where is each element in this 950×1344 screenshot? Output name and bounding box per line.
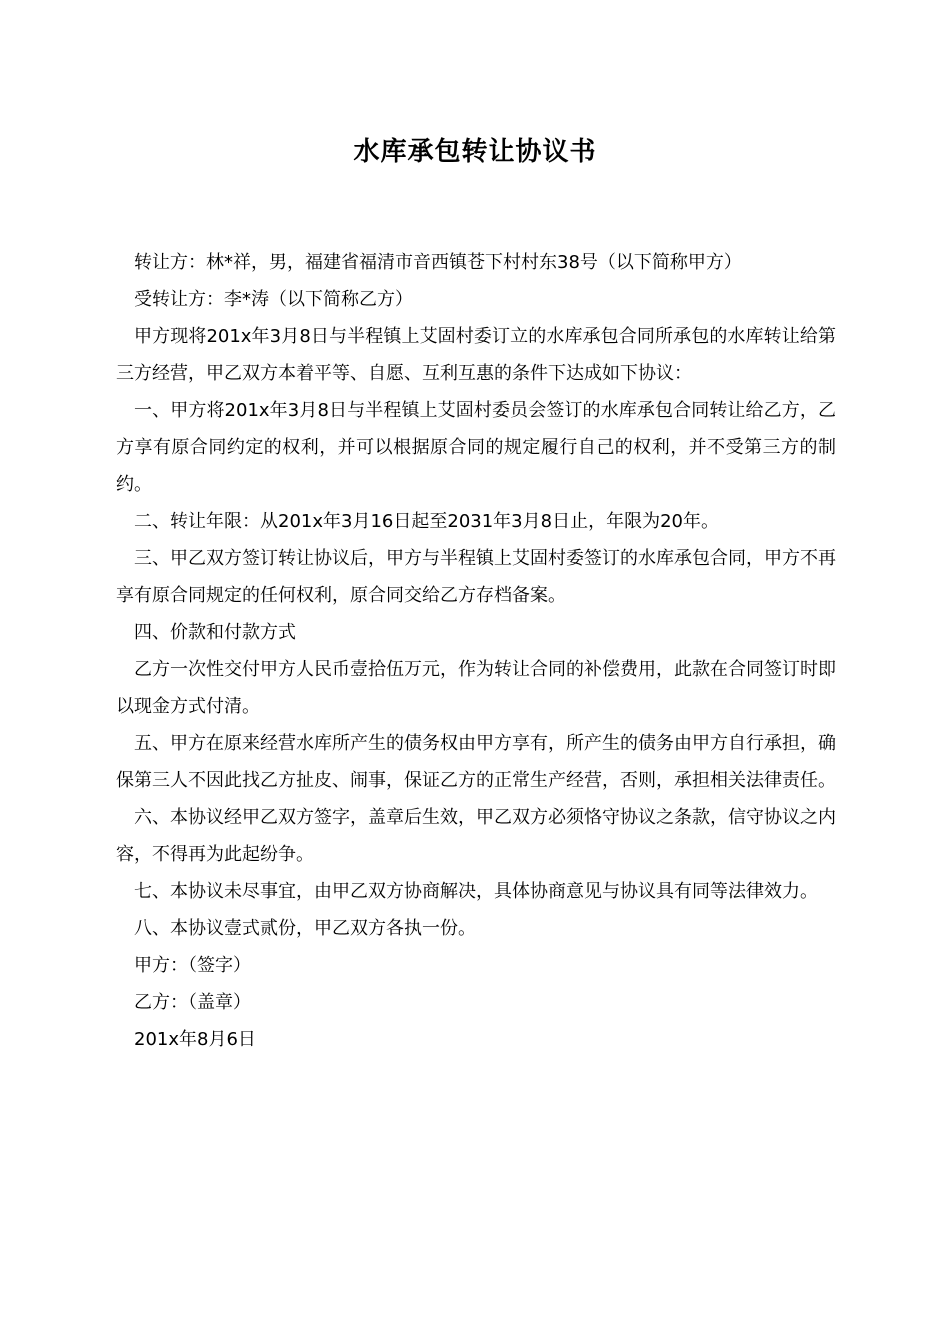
party-b-seal-line: 乙方：（盖章） — [134, 992, 251, 1013]
clause-1: 一、甲方将201x年3月8日与半程镇上艾固村委员会签订的水库承包合同转让给乙方，乙方享有原合同约定的权利，并可以根据原合同的规定履行自己的权利，并不受第三方的制约。 — [116, 400, 836, 495]
document-title: 水库承包转让协议书 — [353, 137, 597, 167]
clause-7: 七、本协议未尽事宜，由甲乙双方协商解决，具体协商意见与协议具有同等法律效力。 — [134, 881, 818, 902]
clause-4-body: 乙方一次性交付甲方人民币壹拾伍万元，作为转让合同的补偿费用，此款在合同签订时即以现金方式付清。 — [116, 659, 836, 717]
party-a-signature-line: 甲方：（签字） — [134, 955, 251, 976]
clause-3: 三、甲乙双方签订转让协议后，甲方与半程镇上艾固村委签订的水库承包合同，甲方不再享有原合同规定的任何权利，原合同交给乙方存档备案。 — [116, 548, 836, 606]
clause-8: 八、本协议壹式贰份，甲乙双方各执一份。 — [134, 918, 476, 939]
transferee-line: 受转让方：李*涛（以下简称乙方） — [134, 289, 413, 310]
clause-2: 二、转让年限：从201x年3月16日起至2031年3月8日止，年限为20年。 — [134, 511, 719, 532]
preamble-paragraph: 甲方现将201x年3月8日与半程镇上艾固村委订立的水库承包合同所承包的水库转让给第三方经营，甲乙双方本着平等、自愿、互利互惠的条件下达成如下协议： — [116, 326, 836, 384]
document-body — [116, 244, 836, 1058]
transferor-line: 转让方：林*祥，男，福建省福清市音西镇苍下村村东38号（以下简称甲方） — [134, 252, 742, 273]
clause-5: 五、甲方在原来经营水库所产生的债务权由甲方享有，所产生的债务由甲方自行承担，确保第三人不因此找乙方扯皮、闹事，保证乙方的正常生产经营，否则，承担相关法律责任。 — [116, 733, 836, 791]
document-date: 201x年8月6日 — [134, 1029, 256, 1050]
clause-6: 六、本协议经甲乙双方签字，盖章后生效，甲乙双方必须恪守协议之条款，信守协议之内容，不得再为此起纷争。 — [116, 807, 836, 865]
clause-4-heading: 四、价款和付款方式 — [134, 622, 296, 643]
